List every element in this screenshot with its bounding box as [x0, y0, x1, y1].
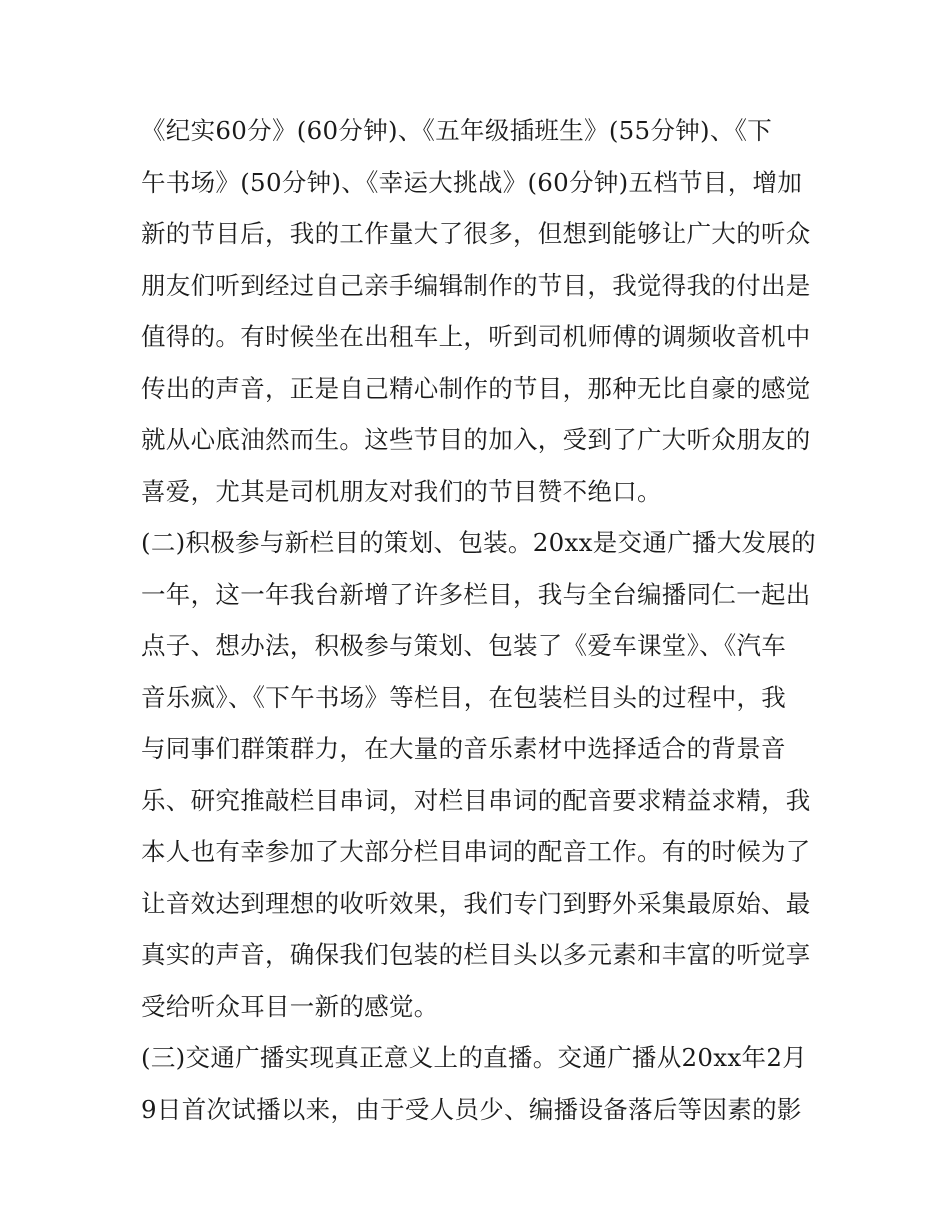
text-line: 朋友们听到经过自己亲手编辑制作的节目，我觉得我的付出是 — [141, 270, 811, 300]
text-line: 午书场》(50分钟)、《幸运大挑战》(60分钟)五档节目，增加 — [141, 167, 803, 197]
section-heading-line: (三)交通广播实现真正意义上的直播。交通广播从20xx年2月 — [141, 1043, 808, 1072]
text-line: 音乐疯》、《下午书场》等栏目，在包装栏目头的过程中，我 — [141, 682, 787, 712]
text-line: 喜爱，尤其是司机朋友对我们的节目赞不绝口。 — [141, 476, 662, 506]
text-line: 点子、想办法，积极参与策划、包装了《爱车课堂》、《汽车 — [141, 631, 787, 660]
text-line: 值得的。有时候坐在出租车上，听到司机师傅的调频收音机中 — [141, 322, 811, 351]
text-line: 一年，这一年我台新增了许多栏目，我与全台编播同仁一起出 — [141, 579, 811, 609]
document-body — [141, 105, 821, 1135]
text-line: 传出的声音，正是自己精心制作的节目，那种无比自豪的感觉 — [141, 373, 811, 403]
text-line: 《纪实60分》(60分钟)、《五年级插班生》(55分钟)、《下 — [141, 116, 773, 145]
text-line: 真实的声音，确保我们包装的栏目头以多元素和丰富的听觉享 — [141, 940, 811, 969]
section-heading-line: (二)积极参与新栏目的策划、包装。20xx是交通广播大发展的 — [141, 528, 816, 557]
text-line: 本人也有幸参加了大部分栏目串词的配音工作。有的时候为了 — [141, 837, 811, 866]
text-line: 受给听众耳目一新的感觉。 — [141, 991, 439, 1021]
text-line: 9日首次试播以来，由于受人员少、编播设备落后等因素的影 — [141, 1094, 802, 1124]
text-line: 新的节目后，我的工作量大了很多，但想到能够让广大的听众 — [141, 219, 811, 248]
text-line: 就从心底油然而生。这些节目的加入，受到了广大听众朋友的 — [141, 425, 811, 454]
text-line: 乐、研究推敲栏目串词，对栏目串词的配音要求精益求精，我 — [141, 785, 811, 815]
text-line: 让音效达到理想的收听效果，我们专门到野外采集最原始、最 — [141, 888, 811, 918]
text-line: 与同事们群策群力，在大量的音乐素材中选择适合的背景音 — [141, 734, 786, 763]
